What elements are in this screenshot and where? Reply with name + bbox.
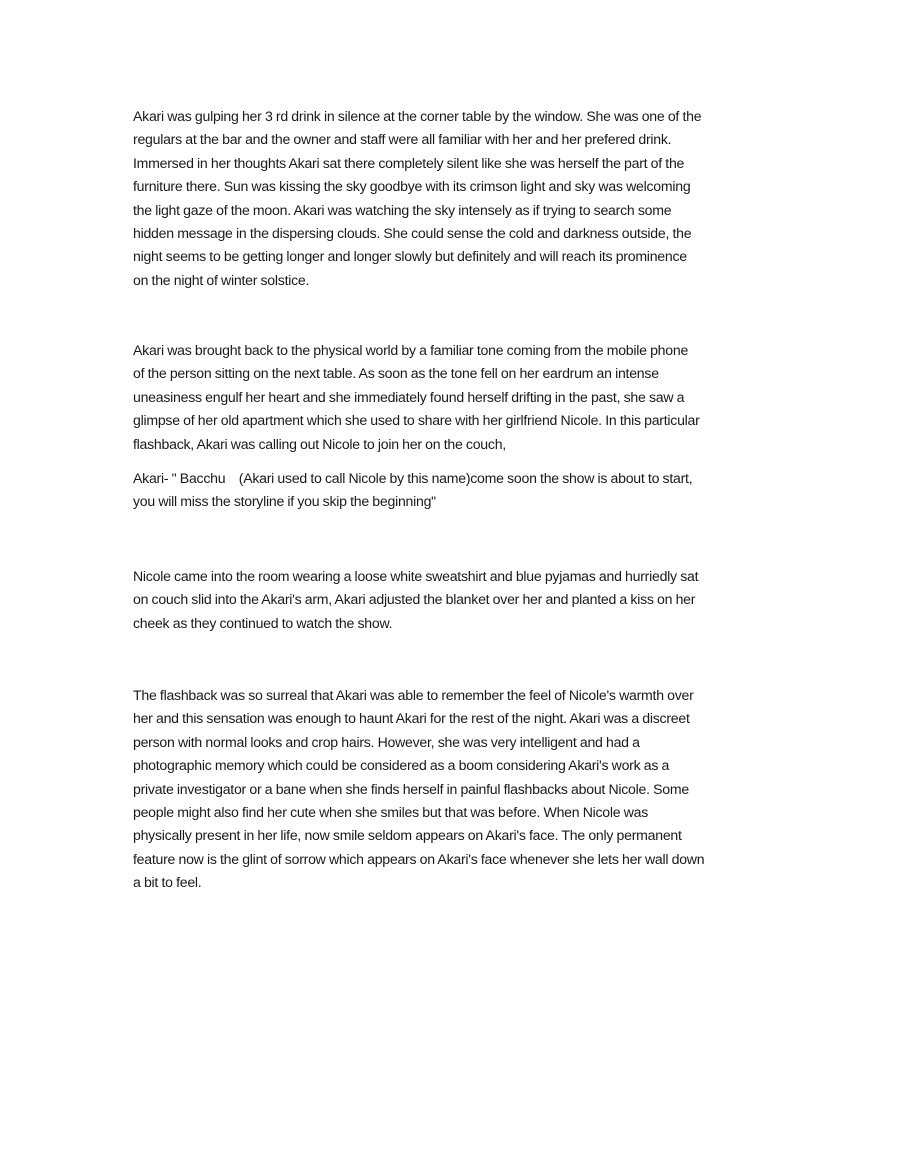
text-line: photographic memory which could be considered as a boom considering Akari's work as a: [133, 757, 670, 774]
text-line: Immersed in her thoughts Akari sat there completely silent like she was herself the part of the: [133, 154, 685, 171]
paragraph-dialogue: [133, 467, 793, 514]
text-line: of the person sitting on the next table. As soon as the tone fell on her eardrum an intense: [133, 365, 659, 382]
paragraph-bar-scene: [133, 105, 793, 292]
text-line: private investigator or a bane when she finds herself in painful flashbacks about Nicole. Some: [133, 780, 689, 797]
text-line: feature now is the glint of sorrow which appears on Akari's face whenever she lets her wall down: [133, 850, 705, 867]
text-line: on couch slid into the Akari's arm, Akari adjusted the blanket over her and planted a kiss on her: [133, 591, 696, 608]
text-line: The flashback was so surreal that Akari was able to remember the feel of Nicole's warmth over: [133, 687, 694, 703]
text-line: Nicole came into the room wearing a loose white sweatshirt and blue pyjamas and hurriedly sat: [133, 568, 699, 584]
text-line: physically present in her life, now smile seldom appears on Akari's face. The only permanent: [133, 827, 682, 844]
text-line: Akari- " Bacchu (Akari used to call Nicole by this name)come soon the show is about to start,: [133, 470, 693, 486]
text-line: people might also find her cute when she smiles but that was before. When Nicole was: [133, 803, 649, 820]
text-line: cheek as they continued to watch the show.: [133, 614, 393, 631]
text-line: person with normal looks and crop hairs. However, she was very intelligent and had a: [133, 733, 640, 750]
text-line: glimpse of her old apartment which she used to share with her girlfriend Nicole. In this particular: [133, 412, 700, 429]
text-line: Akari was brought back to the physical world by a familiar tone coming from the mobile phone: [133, 342, 689, 358]
text-line: on the night of winter solstice.: [133, 271, 310, 288]
text-line: hidden message in the dispersing clouds. She could sense the cold and darkness outside, the: [133, 224, 692, 241]
text-line: you will miss the storyline if you skip the beginning": [133, 493, 436, 510]
text-line: flashback, Akari was calling out Nicole to join her on the couch,: [133, 435, 506, 452]
text-line: her and this sensation was enough to haunt Akari for the rest of the night. Akari was a discreet: [133, 710, 690, 727]
text-line: night seems to be getting longer and longer slowly but definitely and will reach its prominence: [133, 248, 687, 265]
text-line: uneasiness engulf her heart and she immediately found herself drifting in the past, she saw a: [133, 388, 685, 405]
paragraph-flashback-intro: [133, 339, 793, 456]
text-line: regulars at the bar and the owner and staff were all familiar with her and her prefered drink.: [133, 131, 672, 148]
paragraph-couch-scene: [133, 565, 793, 635]
text-line: Akari was gulping her 3 rd drink in silence at the corner table by the window. She was one of the: [133, 108, 702, 124]
text-line: furniture there. Sun was kissing the sky goodbye with its crimson light and sky was welcoming: [133, 178, 691, 195]
text-line: the light gaze of the moon. Akari was watching the sky intensely as if trying to search some: [133, 201, 672, 218]
paragraph-character-description: [133, 684, 793, 895]
text-line: a bit to feel.: [133, 874, 202, 891]
